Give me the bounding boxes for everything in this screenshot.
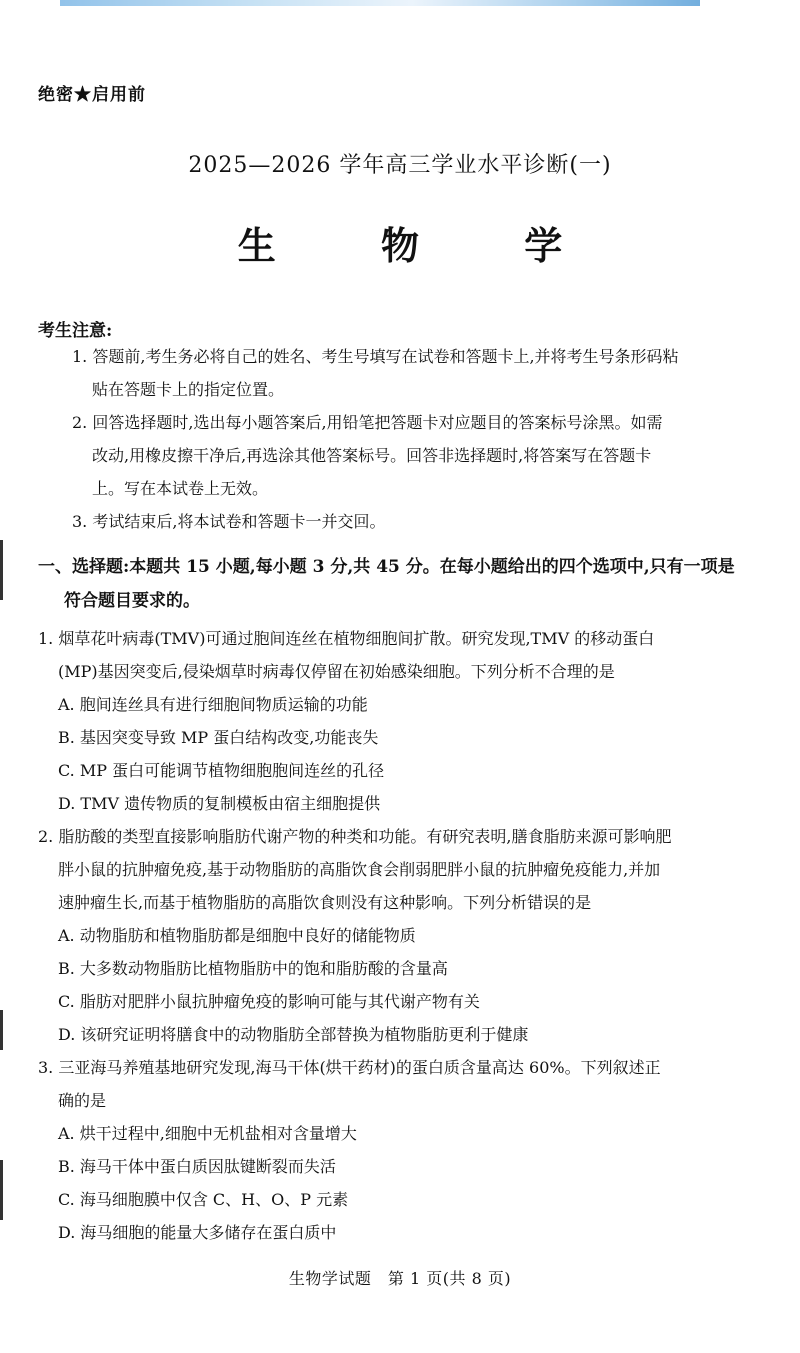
option-d: D. TMV 遗传物质的复制模板由宿主细胞提供 [58, 794, 381, 813]
option-c: C. MP 蛋白可能调节植物细胞胞间连丝的孔径 [58, 761, 385, 780]
question-stem [38, 820, 768, 919]
note-line: 2. 回答选择题时,选出每小题答案后,用铅笔把答题卡对应题目的答案标号涂黑。如需 [72, 413, 663, 432]
option-b: B. 大多数动物脂肪比植物脂肪中的饱和脂肪酸的含量高 [58, 959, 448, 978]
notes-heading: 考生注意: [38, 321, 113, 341]
note-line: 上。写在本试卷上无效。 [92, 479, 269, 498]
option-b: B. 基因突变导致 MP 蛋白结构改变,功能丧失 [58, 728, 379, 747]
option-b: B. 海马干体中蛋白质因肽键断裂而失活 [58, 1157, 336, 1176]
option-a: A. 烘干过程中,细胞中无机盐相对含量增大 [58, 1124, 357, 1143]
option-d: D. 该研究证明将膳食中的动物脂肪全部替换为植物脂肪更利于健康 [58, 1025, 529, 1044]
option-a: A. 胞间连丝具有进行细胞间物质运输的功能 [58, 695, 368, 714]
note-line: 改动,用橡皮擦干净后,再选涂其他答案标号。回答非选择题时,将答案写在答题卡 [92, 446, 652, 465]
section-line: 符合题目要求的。 [64, 591, 200, 611]
confidential-label: 绝密★启用前 [38, 85, 146, 105]
question-stem [38, 1051, 768, 1117]
note-item [72, 406, 772, 505]
note-line: 贴在答题卡上的指定位置。 [92, 380, 285, 399]
question-list [38, 622, 768, 1249]
stem-line: 速肿瘤生长,而基于植物脂肪的高脂饮食则没有这种影响。下列分析错误的是 [58, 893, 592, 912]
option-c: C. 海马细胞膜中仅含 C、H、O、P 元素 [58, 1190, 349, 1209]
question-1 [38, 622, 768, 820]
option-c: C. 脂肪对肥胖小鼠抗肿瘤免疫的影响可能与其代谢产物有关 [58, 992, 480, 1011]
left-edge-mark [0, 1010, 3, 1050]
exam-title: 2025—2026 学年高三学业水平诊断(一) [188, 153, 612, 178]
note-item [72, 505, 772, 538]
section-heading [38, 550, 768, 618]
note-item [72, 340, 772, 406]
stem-line: 确的是 [58, 1091, 107, 1110]
section-line: 一、选择题:本题共 15 小题,每小题 3 分,共 45 分。在每小题给出的四个选项中,只有一项是 [38, 557, 735, 577]
note-line: 1. 答题前,考生务必将自己的姓名、考生号填写在试卷和答题卡上,并将考生号条形码粘 [72, 347, 679, 366]
stem-line: 2. 脂肪酸的类型直接影响脂肪代谢产物的种类和功能。有研究表明,膳食脂肪来源可影响肥 [38, 827, 672, 846]
stem-line: 3. 三亚海马养殖基地研究发现,海马干体(烘干药材)的蛋白质含量高达 60%。下列叙述正 [38, 1058, 661, 1077]
option-a: A. 动物脂肪和植物脂肪都是细胞中良好的储能物质 [58, 926, 416, 945]
stem-line: 胖小鼠的抗肿瘤免疫,基于动物脂肪的高脂饮食会削弱肥胖小鼠的抗肿瘤免疫能力,并加 [58, 860, 661, 879]
subject-title: 生 物 学 [237, 223, 609, 268]
notes-list [72, 340, 772, 538]
option-d: D. 海马细胞的能量大多储存在蛋白质中 [58, 1223, 337, 1242]
stem-line: (MP)基因突变后,侵染烟草时病毒仅停留在初始感染细胞。下列分析不合理的是 [58, 662, 615, 681]
question-stem [38, 622, 768, 688]
note-line: 3. 考试结束后,将本试卷和答题卡一并交回。 [72, 512, 386, 531]
page-footer: 生物学试题 第 1 页(共 8 页) [288, 1269, 512, 1288]
left-edge-mark [0, 1160, 3, 1220]
stem-line: 1. 烟草花叶病毒(TMV)可通过胞间连丝在植物细胞间扩散。研究发现,TMV 的移动蛋白 [38, 629, 655, 648]
left-edge-mark [0, 540, 3, 600]
top-scan-strip [60, 0, 700, 6]
question-2 [38, 820, 768, 1051]
question-3 [38, 1051, 768, 1249]
